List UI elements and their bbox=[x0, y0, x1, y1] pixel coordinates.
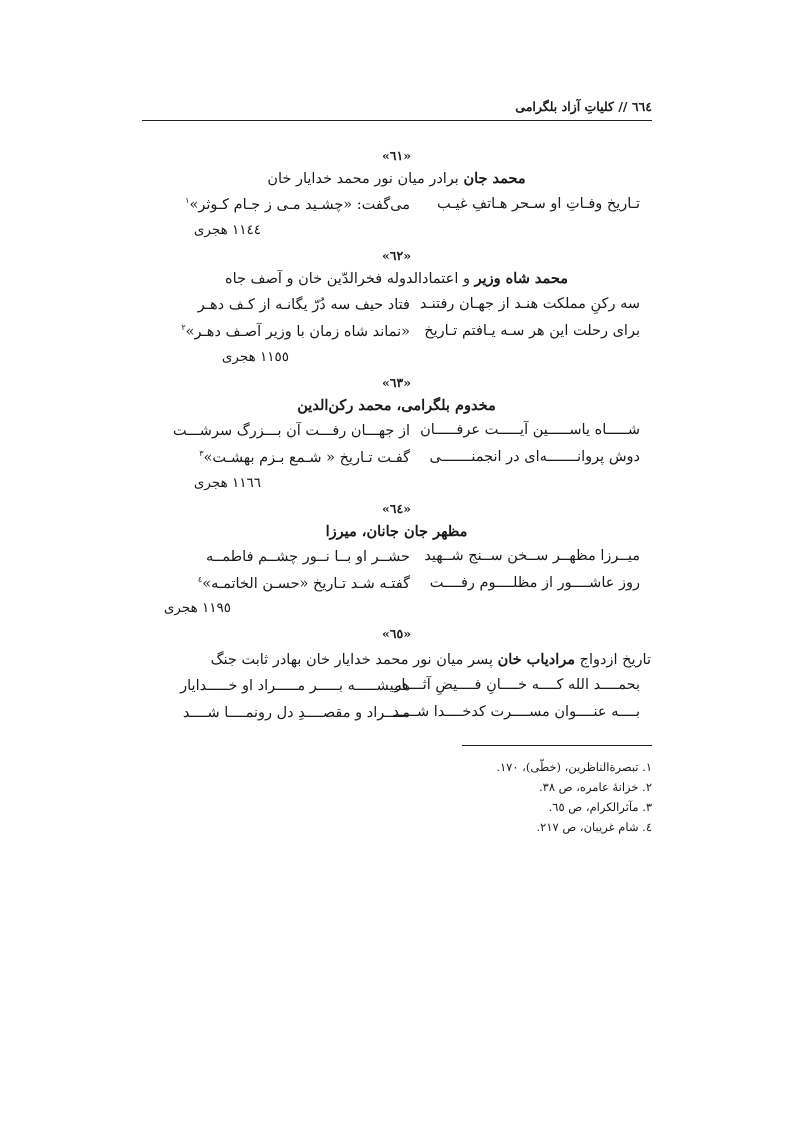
footnote-marker: ٣ bbox=[199, 449, 204, 458]
footnote-rule bbox=[462, 745, 652, 746]
verse-text: فتاد حیف سه دُرّ یگانـه از کـف دهـر bbox=[197, 296, 410, 313]
verse-hemistich-first: سه رکنِ مملکت هنـد از جهـان رفتنـد bbox=[419, 296, 640, 312]
verse-text: از جهـــان رفـــت آن بـــزرگ سرشـــت bbox=[172, 422, 410, 439]
entry-heading-text: پسر میان نور محمد خدایار خان بهادر ثابت جنگ bbox=[210, 652, 498, 668]
entry-number: «٦٥» bbox=[381, 626, 412, 641]
verse-hemistich-second bbox=[180, 575, 410, 592]
verse-text: گفـت تـاریخ « شـمع بـزم بهشـت» bbox=[203, 449, 410, 466]
verse-hemistich-first: بــــه عنــــوان مســــرت کدخــــدا شــــد bbox=[392, 704, 640, 720]
entry-number: «٦١» bbox=[381, 148, 412, 163]
entry-subject: مخدوم بلگرامی، محمد رکن‌الدین bbox=[297, 397, 496, 414]
verse-text: «نماند شاه زمان با وزیر آصـف دهـر» bbox=[185, 323, 410, 340]
verse-text: می‌گفت: «چشـید مـی ز جـام کـوثر» bbox=[189, 196, 410, 213]
verse-hemistich-first: برای رحلت این هر سـه یـافتم تـاریخ bbox=[424, 323, 640, 339]
page-number: ٦٦٤ bbox=[631, 99, 652, 114]
verse-hemistich-second bbox=[180, 296, 410, 313]
entry-heading bbox=[0, 270, 793, 287]
header-separator: // bbox=[618, 99, 628, 114]
entry-subject: محمد جان bbox=[463, 170, 526, 187]
verse-hemistich-second bbox=[180, 548, 410, 565]
footnote-marker: ٤ bbox=[197, 575, 203, 584]
verse-hemistich-first: تـاریخ وفـاتِ او سـحر هـاتفِ غیـب bbox=[437, 196, 640, 212]
entry-intro: تاریخ ازدواج bbox=[575, 652, 651, 668]
year-label: ١١٤٤ هجری bbox=[193, 222, 261, 238]
entry-heading bbox=[0, 523, 793, 540]
footnote: ٤. شام غریبان، ص ٢١٧. bbox=[536, 820, 652, 834]
verse-text: همیشـــــه بـــــر مـــــراد او خـــــدایار bbox=[180, 677, 410, 694]
year-label: ١١٩٥ هجری bbox=[163, 600, 231, 616]
verse-text: مــــراد و مقصــــدِ دل رونمــــا شــــد bbox=[182, 704, 410, 721]
entry-number: «٦٤» bbox=[381, 501, 412, 516]
entry-heading-text: برادر میان نور محمد خدایار خان bbox=[267, 171, 464, 187]
footnote: ٣. مآثرالکرام، ص ٦٥. bbox=[548, 800, 652, 814]
entry-number: «٦٣» bbox=[381, 375, 412, 390]
verse-hemistich-second bbox=[172, 422, 410, 439]
footnote: ٢. خزانهٔ عامره، ص ٣٨. bbox=[538, 780, 652, 794]
verse-hemistich-first: شـــــاه یاســـــین آیـــــت عرفـــــان bbox=[420, 422, 640, 438]
footnote-marker: ٢ bbox=[181, 323, 186, 332]
verse-hemistich-first: میــرزا مظهــر ســخن ســنج شــهید bbox=[424, 548, 640, 564]
verse-hemistich-first: روز عاشــــور از مظلــــوم رفــــت bbox=[429, 575, 640, 591]
verse-hemistich-second bbox=[180, 677, 410, 694]
header-rule bbox=[142, 120, 652, 121]
year-label: ١١٦٦ هجری bbox=[193, 475, 261, 491]
verse-hemistich-second bbox=[180, 323, 410, 340]
verse-text: حشــر او بــا نــور چشــم فاطمــه bbox=[205, 548, 410, 565]
entry-heading bbox=[0, 170, 793, 187]
running-header bbox=[142, 96, 652, 118]
verse-hemistich-second bbox=[180, 196, 410, 213]
verse-hemistich-first: دوش پروانـــــــه‌ای در انجمنـــــــی bbox=[429, 449, 640, 465]
entry-subject: محمد شاه وزیر bbox=[474, 270, 569, 287]
entry-subject: مرادیاب خان bbox=[497, 651, 576, 668]
footnote-marker: ١ bbox=[185, 196, 190, 205]
year-label: ١١٥٥ هجری bbox=[221, 349, 289, 365]
entry-heading bbox=[0, 397, 793, 414]
entry-heading bbox=[211, 651, 651, 668]
verse-hemistich-second bbox=[180, 704, 410, 721]
verse-hemistich-first: بحمــــد الله کــــه خــــانِ فــــیضِ آثــــار bbox=[394, 677, 640, 693]
footnote: ١. تبصرةالناظرین، (خطّی)، ١٧٠. bbox=[496, 760, 652, 774]
verse-text: گفتـه شـد تـاریخ «حسـن الخاتمـه» bbox=[202, 575, 410, 592]
verse-hemistich-second bbox=[180, 449, 410, 466]
book-title: کلیاتِ آزاد بلگرامی bbox=[515, 99, 614, 114]
entry-number: «٦٢» bbox=[381, 248, 412, 263]
entry-subject: مظهر جان جانان، میرزا bbox=[325, 523, 468, 540]
entry-heading-text: و اعتمادالدوله فخرالدّین خان و آصف جاه bbox=[224, 271, 475, 287]
